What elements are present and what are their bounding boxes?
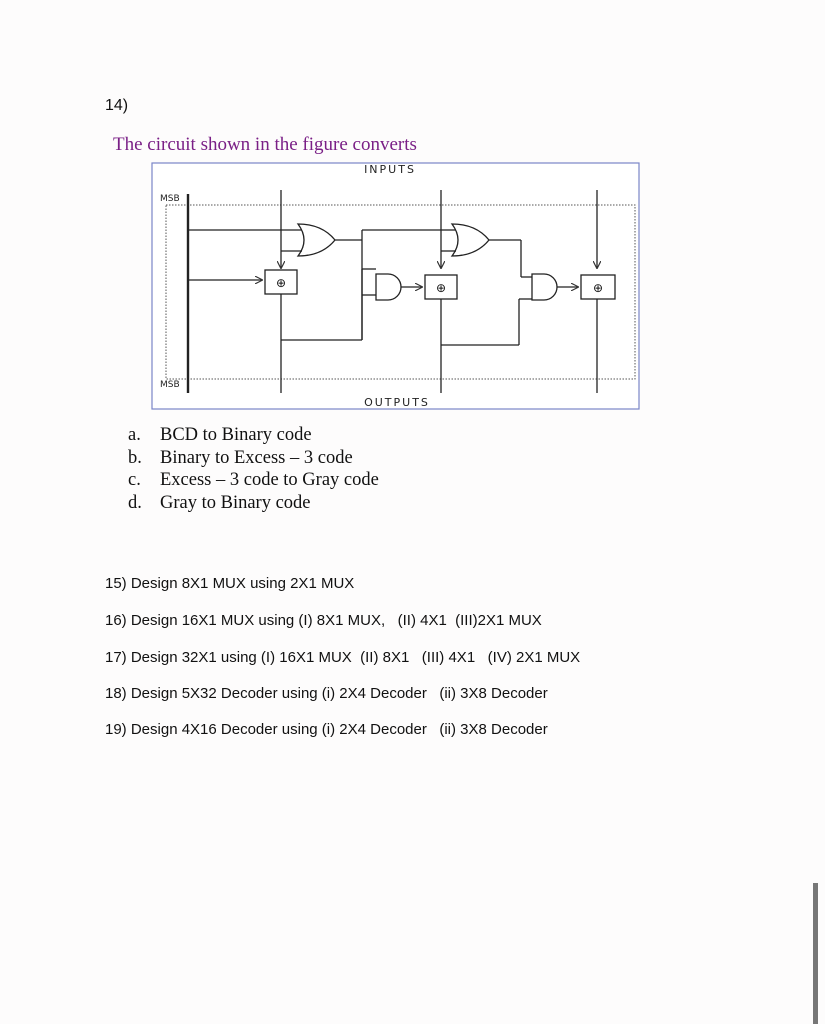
outputs-label: OUTPUTS [364, 396, 430, 409]
question-14-number: 14) [105, 97, 129, 114]
question-17: 17) Design 32X1 using (I) 16X1 MUX (II) 8X1 (III) 4X1 (IV) 2X1 MUX [105, 649, 581, 666]
circuit-figure [150, 157, 650, 419]
xor-gate-1: ⊕ [275, 276, 287, 290]
figure-frame [152, 163, 639, 409]
xor-gate-2: ⊕ [435, 281, 447, 295]
option-d: d. Gray to Binary code [128, 493, 311, 514]
option-a: a. BCD to Binary code [128, 425, 312, 445]
scrollbar[interactable] [813, 883, 818, 1024]
option-c: c. Excess – 3 code to Gray code [128, 470, 379, 491]
msb-top-label: MSB [160, 194, 180, 204]
xor-gate-3: ⊕ [592, 281, 604, 295]
question-14-text: The circuit shown in the figure converts [113, 134, 417, 155]
question-19: 19) Design 4X16 Decoder using (i) 2X4 Decoder (ii) 3X8 Decoder [105, 721, 548, 738]
inputs-label: INPUTS [364, 163, 416, 176]
msb-bottom-label: MSB [160, 380, 180, 390]
option-b: b. Binary to Excess – 3 code [128, 447, 353, 468]
question-18: 18) Design 5X32 Decoder using (i) 2X4 Decoder (ii) 3X8 Decoder [105, 685, 548, 702]
question-15: 15) Design 8X1 MUX using 2X1 MUX [105, 575, 355, 592]
question-16: 16) Design 16X1 MUX using (I) 8X1 MUX, (II) 4X1 (III)2X1 MUX [105, 612, 542, 629]
answer-options [128, 424, 379, 515]
